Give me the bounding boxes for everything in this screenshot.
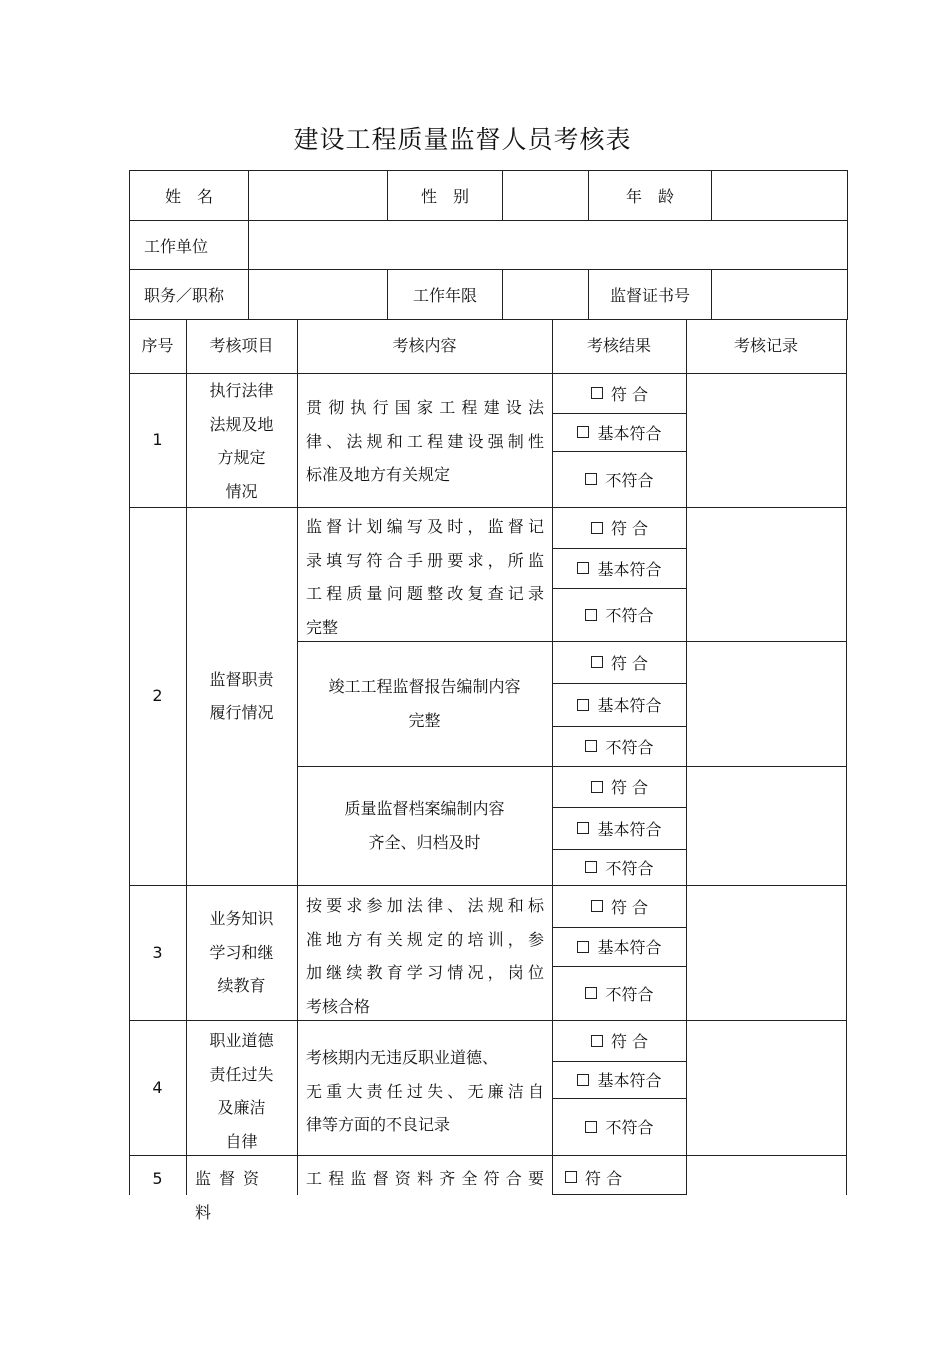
option-basic[interactable]: 基本符合 <box>553 413 686 451</box>
row-2-content-2: 竣工工程监督报告编制内容 完整 <box>328 677 521 730</box>
row-3-content: 按要求参加法律、法规和标 准地方有关规定的培训，参 加继续教育学习情况，岗位 考核合格 <box>306 896 544 1016</box>
col-header-content: 考核内容 <box>392 336 457 356</box>
option-none[interactable]: 不符合 <box>553 966 686 1020</box>
row-5-item: 监督资料 <box>195 1169 268 1222</box>
option-basic[interactable]: 基本符合 <box>553 548 686 588</box>
option-full[interactable]: 符 合 <box>553 1020 686 1061</box>
option-none[interactable]: 不符合 <box>553 588 686 641</box>
checkbox-icon[interactable] <box>591 656 603 668</box>
cert-label: 监督证书号 <box>589 270 712 320</box>
row-4-content: 考核期内无违反职业道德、 无重大责任过失、无廉洁自 律等方面的不良记录 <box>306 1048 544 1134</box>
name-label: 姓 名 <box>130 171 249 221</box>
option-full[interactable]: 符 合 <box>553 766 686 807</box>
row-4-item: 职业道德 责任过失 及廉洁 自律 <box>209 1031 274 1151</box>
option-basic[interactable]: 基本符合 <box>553 1061 686 1098</box>
years-field[interactable] <box>503 270 589 320</box>
checkbox-icon[interactable] <box>577 822 589 834</box>
name-field[interactable] <box>249 171 388 221</box>
row-3-no: 3 <box>152 942 163 962</box>
option-none[interactable]: 不符合 <box>553 726 686 766</box>
checkbox-icon[interactable] <box>591 781 603 793</box>
years-label: 工作年限 <box>388 270 503 320</box>
checkbox-icon[interactable] <box>577 941 589 953</box>
row-1-item: 执行法律 法规及地 方规定 情况 <box>209 381 274 501</box>
option-full[interactable]: 符 合 <box>553 507 686 548</box>
unit-field[interactable] <box>249 221 848 270</box>
row-3-item: 业务知识 学习和继 续教育 <box>209 909 274 996</box>
checkbox-icon[interactable] <box>585 861 597 873</box>
option-full[interactable]: 符 合 <box>553 885 686 927</box>
personal-info-table <box>129 170 848 320</box>
checkbox-icon[interactable] <box>577 426 589 438</box>
option-full[interactable]: 符 合 <box>553 1160 686 1194</box>
option-none[interactable]: 不符合 <box>553 451 686 507</box>
unit-label: 工作单位 <box>130 221 249 270</box>
checkbox-icon[interactable] <box>577 1074 589 1086</box>
checkbox-icon[interactable] <box>591 522 603 534</box>
row-1-no: 1 <box>152 430 163 450</box>
checkbox-icon[interactable] <box>585 473 597 485</box>
row-5-no: 5 <box>152 1169 163 1188</box>
col-header-record: 考核记录 <box>733 336 798 356</box>
checkbox-icon[interactable] <box>585 987 597 999</box>
row-2-item: 监督职责 履行情况 <box>209 669 274 722</box>
checkbox-icon[interactable] <box>577 699 589 711</box>
row-5-content: 工程监督资料齐全符合要 <box>306 1169 544 1188</box>
option-full[interactable]: 符 合 <box>553 373 686 413</box>
checkbox-icon[interactable] <box>585 1121 597 1133</box>
checkbox-icon[interactable] <box>591 900 603 912</box>
checkbox-icon[interactable] <box>577 562 589 574</box>
page-title: 建设工程质量监督人员考核表 <box>293 125 632 154</box>
checkbox-icon[interactable] <box>585 609 597 621</box>
row-2-content-1: 监督计划编写及时，监督记 录填写符合手册要求，所监 工程质量问题整改复查记录 完整 <box>306 517 544 637</box>
option-full[interactable]: 符 合 <box>553 641 686 683</box>
position-label: 职务／职称 <box>130 270 249 320</box>
gender-label: 性 别 <box>388 171 503 221</box>
position-field[interactable] <box>249 270 388 320</box>
option-basic[interactable]: 基本符合 <box>553 683 686 726</box>
col-header-result: 考核结果 <box>586 336 651 356</box>
option-none[interactable]: 不符合 <box>553 1098 686 1155</box>
option-basic[interactable]: 基本符合 <box>553 927 686 966</box>
col-header-no: 序号 <box>141 336 174 356</box>
option-none[interactable]: 不符合 <box>553 849 686 885</box>
checkbox-icon[interactable] <box>585 740 597 752</box>
age-field[interactable] <box>712 171 848 221</box>
row-2-content-3: 质量监督档案编制内容 齐全、归档及时 <box>344 799 505 852</box>
gender-field[interactable] <box>503 171 589 221</box>
checkbox-icon[interactable] <box>591 387 603 399</box>
option-basic[interactable]: 基本符合 <box>553 807 686 849</box>
cert-field[interactable] <box>712 270 848 320</box>
col-header-item: 考核项目 <box>209 336 274 356</box>
row-2-no: 2 <box>152 686 163 706</box>
row-4-no: 4 <box>152 1077 163 1097</box>
checkbox-icon[interactable] <box>591 1035 603 1047</box>
checkbox-icon[interactable] <box>565 1171 577 1183</box>
age-label: 年 龄 <box>589 171 712 221</box>
row-1-content: 贯彻执行国家工程建设法 律、法规和工程建设强制性 标准及地方有关规定 <box>306 398 544 484</box>
